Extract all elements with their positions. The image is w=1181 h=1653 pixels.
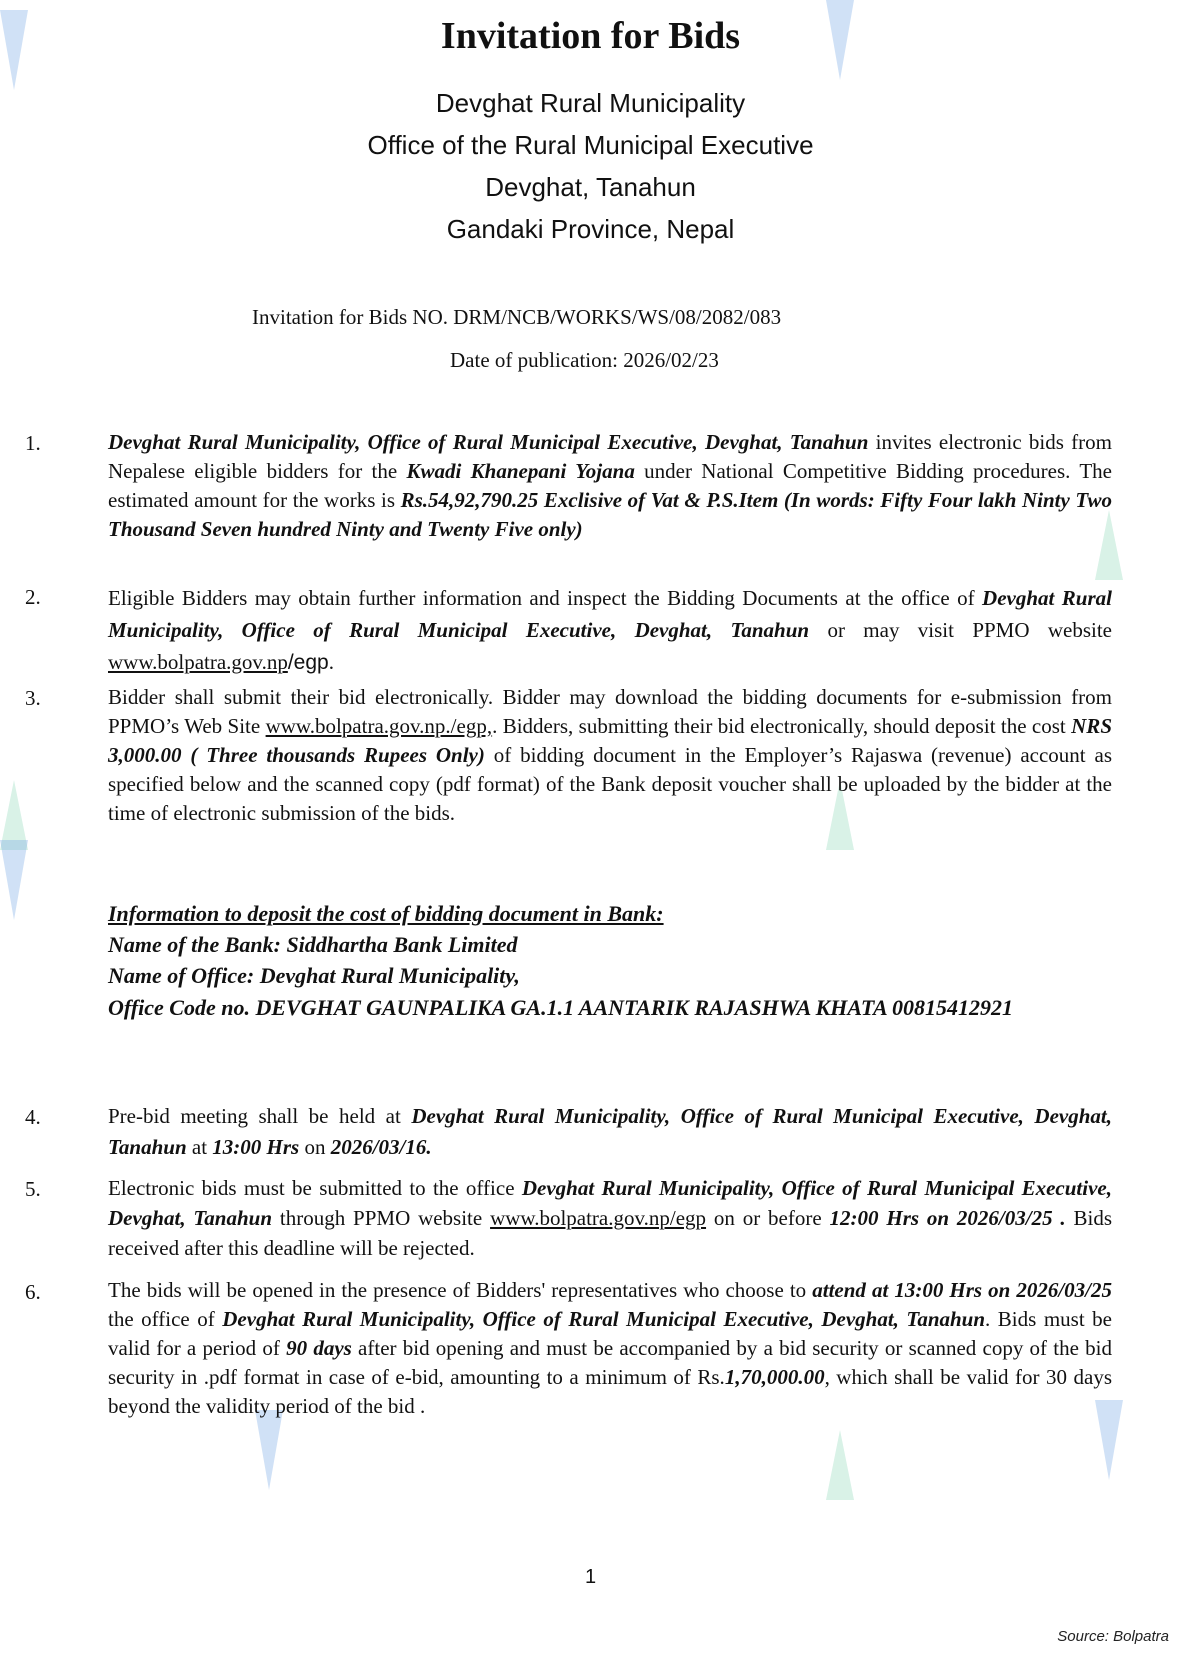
header-municipality: Devghat Rural Municipality	[435, 88, 746, 118]
office-name: Devghat Rural Municipality, Office of Rural Municipal Executive, Devghat, Tanahun	[222, 1307, 986, 1331]
header-office: Office of the Rural Municipal Executive	[367, 130, 814, 160]
clause-number: 6.	[25, 1280, 41, 1304]
bank-info-heading: Information to deposit the cost of bidding document in Bank:	[108, 901, 664, 926]
document-title: Invitation for Bids	[440, 15, 741, 57]
bid-validity: 90 days	[286, 1336, 352, 1360]
office-name: Devghat Rural Municipality, Office of Rural Municipal Executive, Devghat, Tanahun	[108, 1104, 1112, 1159]
office-code: Office Code no. DEVGHAT GAUNPALIKA GA.1.1 AANTARIK RAJASHWA KHATA 00815412921	[108, 995, 1014, 1020]
estimated-amount: Rs.54,92,790.25 Exclisive of Vat & P.S.Item (In words: Fifty Four lakh Ninty Two Thousand Seven hundred Ninty and Twenty Five only)	[108, 488, 1112, 541]
clause-number: 4.	[25, 1105, 41, 1129]
bank-name: Name of the Bank: Siddhartha Bank Limited	[108, 932, 518, 957]
clause-text: Electronic bids must be submitted to the office Devghat Rural Municipality, Office of Rural Municipal Executive, Devghat, Tanahun through PPMO website www.bolpatra.gov.np/egp on or before 12:00 Hrs on 2026/03/25 . Bids received after this deadline will be rejected.	[108, 1176, 1113, 1260]
opening-time: attend at 13:00 Hrs on 2026/03/25	[812, 1278, 1112, 1302]
clause-number: 2.	[25, 585, 41, 609]
publication-date: Date of publication: 2026/02/23	[450, 348, 719, 372]
ppmo-link[interactable]: www.bolpatra.gov.np./egp,	[265, 714, 493, 738]
watermark-arrow	[255, 1410, 283, 1490]
clause-text: The bids will be opened in the presence of Bidders' representatives who choose to attend at 13:00 Hrs on 2026/03/25 the office of Devghat Rural Municipality, Office of Rural Municipal Executive, Devghat, Tanahun. Bids must be valid for a period of 90 days after bid opening and must be accompanied by a bid security or scanned copy of the bid security in .pdf format in case of e-bid, amounting to a minimum of Rs.1,70,000.00, which shall be valid for 30 days beyond the validity period of the bid .	[108, 1278, 1112, 1418]
clause-number: 3.	[25, 686, 41, 710]
clause-text: Bidder shall submit their bid electronically. Bidder may download the bidding documents for e-submission from PPMO’s Web Site www.bolpatra.gov.np./egp,. Bidders, submitting their bid electronically, should deposit the cost NRS 3,000.00 ( Three thousands Rupees Only) of bidding document in the Employer’s Rajaswa (revenue) account as specified below and the scanned copy (pdf format) of the Bank deposit voucher shall be uploaded by the bidder at the time of electronic submission of the bids.	[108, 685, 1112, 825]
office-name: Devghat Rural Municipality, Office of Rural Municipal Executive, Devghat, Tanahun	[108, 586, 1112, 642]
clause-text: Devghat Rural Municipality, Office of Rural Municipal Executive, Devghat, Tanahun invites electronic bids from Nepalese eligible bidders for the Kwadi Khanepani Yojana under National Competitive Bidding procedures. The estimated amount for the works is Rs.54,92,790.25 Exclisive of Vat & P.S.Item (In words: Fifty Four lakh Ninty Two Thousand Seven hundred Ninty and Twenty Five only)	[108, 430, 1113, 541]
bank-info	[108, 898, 1112, 1023]
bid-security-amount: 1,70,000.00	[724, 1365, 825, 1389]
ppmo-link[interactable]: www.bolpatra.gov.np	[108, 650, 288, 674]
document-cost: NRS 3,000.00 ( Three thousands Rupees Only)	[108, 714, 1112, 767]
clause-number: 1.	[25, 431, 41, 455]
watermark-arrow	[0, 840, 28, 920]
office-name: Devghat Rural Municipality, Office of Rural Municipal Executive, Devghat, Tanahun	[108, 430, 869, 454]
ppmo-link[interactable]: www.bolpatra.gov.np/egp	[490, 1206, 707, 1230]
header-province: Gandaki Province, Nepal	[446, 214, 735, 244]
clause-text: Eligible Bidders may obtain further information and inspect the Bidding Documents at the office of Devghat Rural Municipality, Office of Rural Municipal Executive, Devghat, Tanahun or may visit PPMO website www.bolpatra.gov.np/egp.	[108, 586, 1113, 674]
submission-deadline: 12:00 Hrs on 2026/03/25 .	[829, 1206, 1066, 1230]
watermark-arrow	[826, 1430, 854, 1500]
page-number: 1	[584, 1566, 597, 1588]
header-location: Devghat, Tanahun	[485, 172, 696, 202]
ifb-number: Invitation for Bids NO. DRM/NCB/WORKS/WS/08/2082/083	[252, 305, 782, 329]
clause-text: Pre-bid meeting shall be held at Devghat Rural Municipality, Office of Rural Municipal Executive, Devghat, Tanahun at 13:00 Hrs on 2026/03/16.	[108, 1104, 1112, 1159]
office-name: Devghat Rural Municipality, Office of Rural Municipal Executive, Devghat, Tanahun	[108, 1176, 1112, 1230]
prebid-time: 13:00 Hrs	[212, 1135, 300, 1159]
project-name: Kwadi Khanepani Yojana	[406, 459, 635, 483]
source-label: Source: Bolpatra	[1057, 1628, 1169, 1645]
clause-number: 5.	[25, 1177, 41, 1201]
prebid-date: 2026/03/16.	[330, 1135, 432, 1159]
office-name-line: Name of Office: Devghat Rural Municipality,	[108, 963, 520, 988]
